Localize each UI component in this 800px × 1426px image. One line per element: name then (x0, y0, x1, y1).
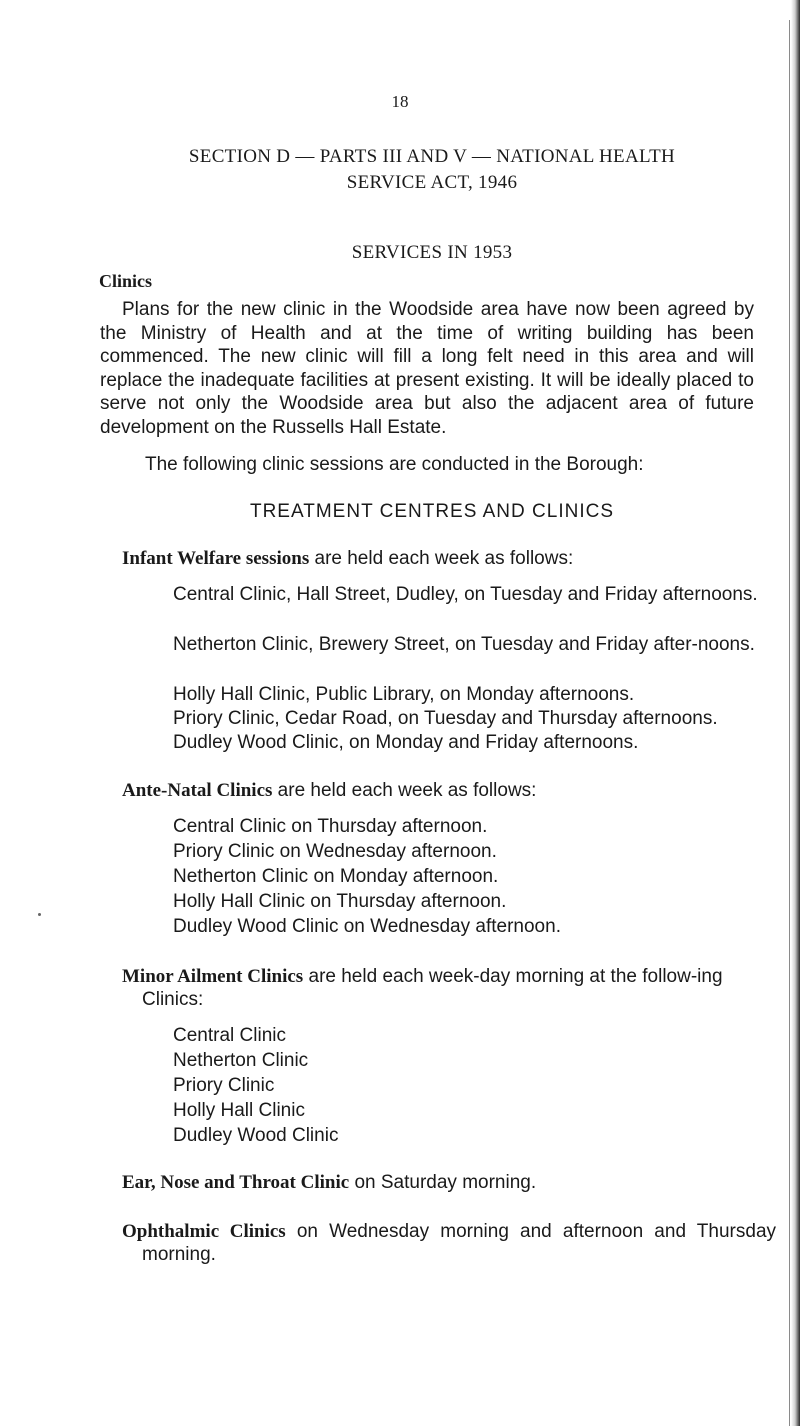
ent-clinic-rest: on Saturday morning. (349, 1172, 537, 1193)
ophthalmic-label: Ophthalmic Clinics (122, 1221, 286, 1242)
infant-welfare-heading (122, 548, 762, 570)
ante-natal-item: Dudley Wood Clinic on Wednesday afternoon. (173, 916, 561, 937)
infant-welfare-rest: are held each week as follows: (309, 548, 574, 569)
ante-natal-rest: are held each week as follows: (272, 780, 537, 801)
minor-ailment-heading (122, 965, 776, 1011)
ent-clinic-line (122, 1172, 762, 1194)
ante-natal-item: Netherton Clinic on Monday afternoon. (173, 866, 499, 887)
minor-ailment-item: Central Clinic (173, 1025, 286, 1046)
infant-welfare-item: Netherton Clinic, Brewery Street, on Tuesday and Friday after-noons. (173, 634, 755, 655)
ophthalmic-clinic-line (122, 1220, 776, 1266)
page-number: 18 (391, 92, 409, 111)
ante-natal-label: Ante-Natal Clinics (122, 780, 273, 801)
clinics-paragraph: Plans for the new clinic in the Woodside area have now been agreed by the Ministry of Health and at the time of writing building has been commenced. The new clinic will fill a long felt need in this area and will replace the inadequate facilities at present existing. It will be ideally placed to serve not only the Woodside area but also the adjacent area of future development on the Russells Hall Estate. (100, 299, 754, 438)
clinics-heading: Clinics (99, 271, 153, 291)
infant-welfare-item: Dudley Wood Clinic, on Monday and Friday afternoons. (173, 732, 639, 753)
scan-speck (38, 913, 41, 916)
minor-ailment-item: Dudley Wood Clinic (173, 1125, 339, 1146)
infant-welfare-label: Infant Welfare sessions (122, 548, 310, 569)
minor-ailment-item: Holly Hall Clinic (173, 1100, 305, 1121)
ante-natal-item: Central Clinic on Thursday afternoon. (173, 816, 488, 837)
page-edge-shadow (791, 0, 800, 1426)
section-title-line2: SERVICE ACT, 1946 (346, 172, 518, 193)
services-heading: SERVICES IN 1953 (351, 242, 513, 263)
following-sessions-text: The following clinic sessions are conducted in the Borough: (145, 454, 644, 475)
ante-natal-heading (122, 780, 762, 802)
ent-clinic-label: Ear, Nose and Throat Clinic (122, 1172, 350, 1193)
infant-welfare-item: Holly Hall Clinic, Public Library, on Monday afternoons. (173, 684, 635, 705)
minor-ailment-item: Netherton Clinic (173, 1050, 309, 1071)
minor-ailment-item: Priory Clinic (173, 1075, 275, 1096)
section-title-line1: SECTION D — PARTS III AND V — NATIONAL HEALTH (188, 146, 676, 167)
minor-ailment-rest: are held each week-day morning at the follow-ing Clinics: (142, 966, 723, 1010)
page-edge-line (789, 20, 790, 1426)
treatment-centres-title: TREATMENT CENTRES AND CLINICS (249, 501, 614, 522)
ante-natal-item: Priory Clinic on Wednesday afternoon. (173, 841, 497, 862)
ante-natal-item: Holly Hall Clinic on Thursday afternoon. (173, 891, 507, 912)
infant-welfare-item: Priory Clinic, Cedar Road, on Tuesday and Thursday afternoons. (173, 708, 718, 729)
ophthalmic-rest: on Wednesday morning and afternoon and Thursday morning. (142, 1221, 777, 1265)
minor-ailment-label: Minor Ailment Clinics (122, 966, 304, 987)
infant-welfare-item: Central Clinic, Hall Street, Dudley, on Tuesday and Friday afternoons. (173, 584, 758, 605)
